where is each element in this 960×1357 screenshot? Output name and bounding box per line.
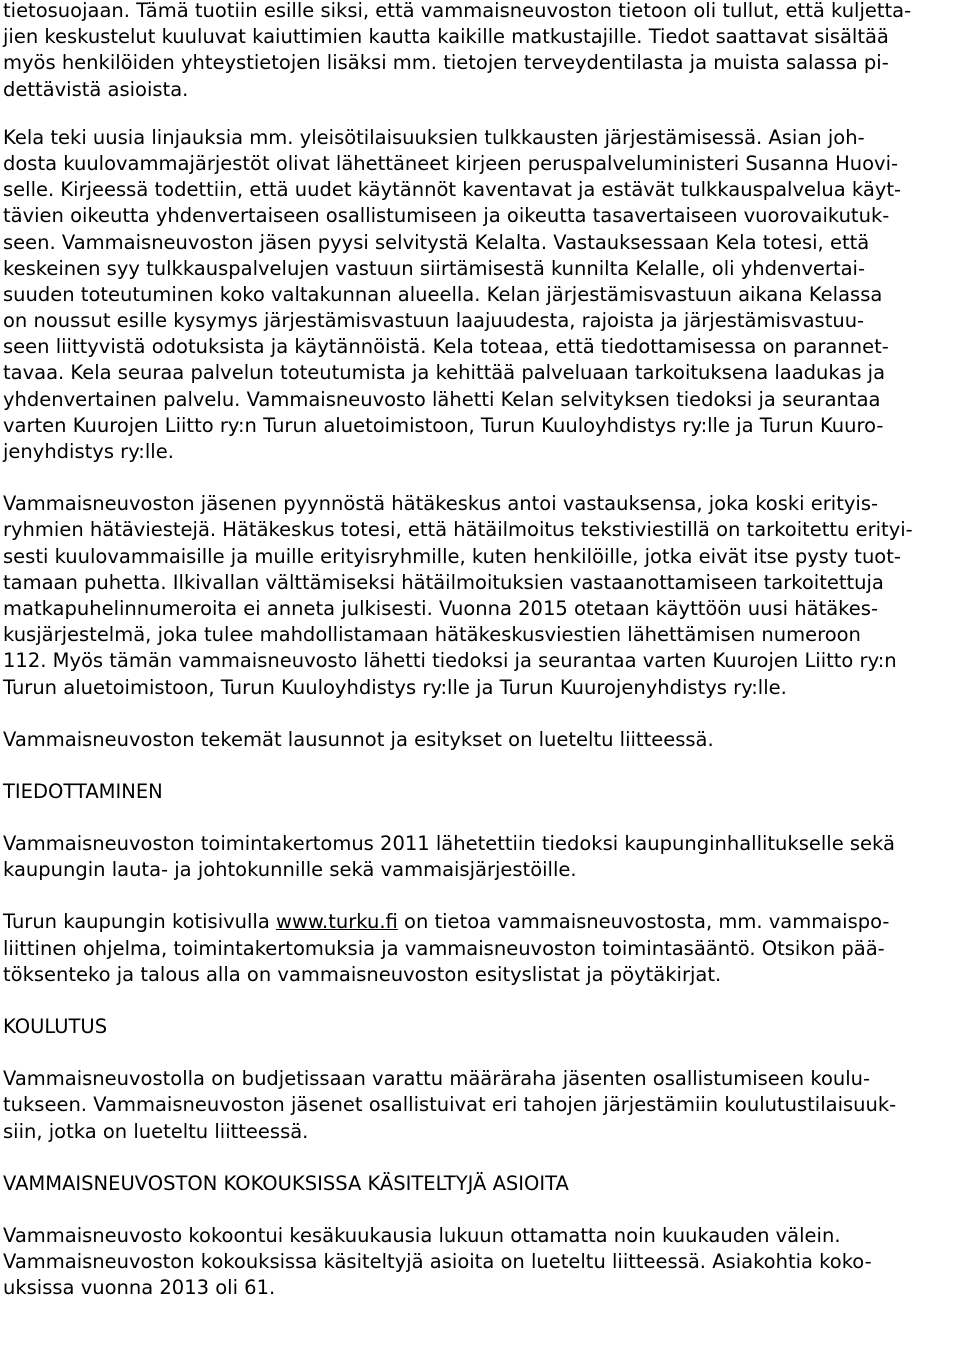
hatakeskus-line: ryhmien hätäviestejä. Hätäkeskus totesi, että hätäilmoitus tekstiviestillä on tarkoitettu erityi- (3, 518, 913, 542)
kela-line: yhdenvertainen palvelu. Vammaisneuvosto lähetti Kelan selvityksen tiedoksi ja seurantaa (3, 387, 881, 411)
kela-line: on noussut esille kysymys järjestämisvastuun laajuudesta, rajoista ja järjestämisvastuu- (3, 309, 865, 333)
intro-line: tietosuojaan. Tämä tuotiin esille siksi, että vammaisneuvoston tietoon oli tullut, että kuljetta- (3, 0, 912, 22)
lausunnot-line: Vammaisneuvoston tekemät lausunnot ja esitykset on lueteltu liitteessä. (3, 727, 714, 751)
document-page (3, 0, 953, 1302)
tiedottaminen-link-line (3, 909, 953, 935)
kela-line: jenyhdistys ry:lle. (3, 440, 174, 463)
hatakeskus-line: Vammaisneuvoston jäsenen pyynnöstä hätäkeskus antoi vastauksensa, joka koski erityis- (3, 492, 879, 516)
kela-line: seen. Vammaisneuvoston jäsen pyysi selvitystä Kelalta. Vastauksessaan Kela totesi, että (3, 230, 870, 254)
kokoukset-line: Vammaisneuvoston kokouksissa käsiteltyjä asioita on lueteltu liitteessä. Asiakohtia koko- (3, 1250, 872, 1274)
hatakeskus-line: Turun aluetoimistoon, Turun Kuuloyhdistys ry:lle ja Turun Kuurojenyhdistys ry:lle. (3, 675, 787, 699)
kela-line: seen liittyvistä odotuksista ja käytännöistä. Kela toteaa, että tiedottamisessa on parannet- (3, 335, 889, 359)
koulutus-line: tukseen. Vammaisneuvoston jäsenet osallistuivat eri tahojen järjestämiin koulutustilaisuuk- (3, 1093, 897, 1117)
tiedottaminen-section (3, 779, 953, 988)
kela-line: dosta kuulovammajärjestöt olivat lähettäneet kirjeen peruspalveluministeri Susanna Huovi- (3, 151, 899, 175)
kela-line: tavaa. Kela seuraa palvelun toteutumista ja kehittää palveluaan tarkoituksena laadukas ja (3, 361, 886, 385)
koulutus-heading: KOULUTUS (3, 1015, 108, 1038)
tiedottaminen-line: töksenteko ja talous alla on vammaisneuvoston esityslistat ja pöytäkirjat. (3, 962, 722, 986)
kela-line: keskeinen syy tulkkauspalvelujen vastuun siirtämisestä kunnilta Kelalle, oli yhdenvertai- (3, 256, 865, 280)
kokoukset-line: uksissa vuonna 2013 oli 61. (3, 1276, 276, 1300)
intro-line: jien keskustelut kuuluvat kaiuttimien kautta kaikille matkustajille. Tiedot saattavat sisältää (3, 25, 889, 49)
koulutus-line: Vammaisneuvostolla on budjetissaan varattu määräraha jäsenten osallistumiseen koulu- (3, 1067, 871, 1091)
hatakeskus-paragraph (3, 491, 953, 701)
kela-line: Kela teki uusia linjauksia mm. yleisötilaisuuksien tulkkausten järjestämisessä. Asian joh- (3, 125, 865, 149)
tiedottaminen-line: liittinen ohjelma, toimintakertomuksia ja vammaisneuvoston toimintasääntö. Otsikon pää- (3, 936, 885, 960)
turku-website-link[interactable]: www.turku.fi (276, 910, 398, 934)
tiedottaminen-line: Vammaisneuvoston toimintakertomus 2011 lähetettiin tiedoksi kaupunginhallitukselle sekä (3, 832, 895, 856)
intro-line: dettävistä asioista. (3, 77, 189, 101)
hatakeskus-line: matkapuhelinnumeroita ei anneta julkisesti. Vuonna 2015 otetaan käyttöön uusi hätäkes- (3, 596, 878, 620)
kela-line: varten Kuurojen Liitto ry:n Turun aluetoimistoon, Turun Kuuloyhdistys ry:lle ja Turun Kuuro- (3, 413, 884, 437)
kokoukset-section (3, 1171, 953, 1302)
hatakeskus-line: sesti kuulovammaisille ja muille erityisryhmille, kuten henkilöille, jotka eivät itse pysty tuot- (3, 544, 901, 568)
tiedottaminen-line: kaupungin lauta- ja johtokunnille sekä vammaisjärjestöille. (3, 858, 577, 882)
kela-line: suuden toteutuminen koko valtakunnan alueella. Kelan järjestämisvastuun aikana Kelassa (3, 282, 883, 306)
kokoukset-line: Vammaisneuvosto kokoontui kesäkuukausia lukuun ottamatta noin kuukauden välein. (3, 1223, 841, 1247)
kela-line: tävien oikeutta yhdenvertaiseen osallistumiseen ja oikeutta tasavertaiseen vuorovaikutuk- (3, 204, 890, 228)
koulutus-line: siin, jotka on lueteltu liitteessä. (3, 1119, 309, 1143)
tiedottaminen-text: Turun kaupungin kotisivulla (3, 910, 276, 934)
lausunnot-paragraph (3, 727, 953, 753)
tiedottaminen-text: on tietoa vammaisneuvostosta, mm. vammaispo- (397, 910, 890, 934)
intro-paragraph (3, 0, 953, 103)
kela-paragraph (3, 125, 953, 465)
intro-line: myös henkilöiden yhteystietojen lisäksi mm. tietojen terveydentilasta ja muista salassa pi- (3, 51, 889, 75)
kokoukset-heading: VAMMAISNEUVOSTON KOKOUKSISSA KÄSITELTYJÄ ASIOITA (3, 1171, 569, 1195)
hatakeskus-line: tamaan puhetta. Ilkivallan välttämiseksi hätäilmoituksien vastaanottamiseen tarkoitettuja (3, 570, 884, 594)
tiedottaminen-heading: TIEDOTTAMINEN (3, 779, 163, 803)
hatakeskus-line: kusjärjestelmä, joka tulee mahdollistamaan hätäkeskusviestien lähettämisen numeroon (3, 623, 861, 647)
kela-line: selle. Kirjeessä todettiin, että uudet käytännöt kaventavat ja estävät tulkkauspalvelua käyt- (3, 178, 902, 202)
hatakeskus-line: 112. Myös tämän vammaisneuvosto lähetti tiedoksi ja seurantaa varten Kuurojen Liitto ry:n (3, 649, 897, 673)
koulutus-section (3, 1014, 953, 1145)
